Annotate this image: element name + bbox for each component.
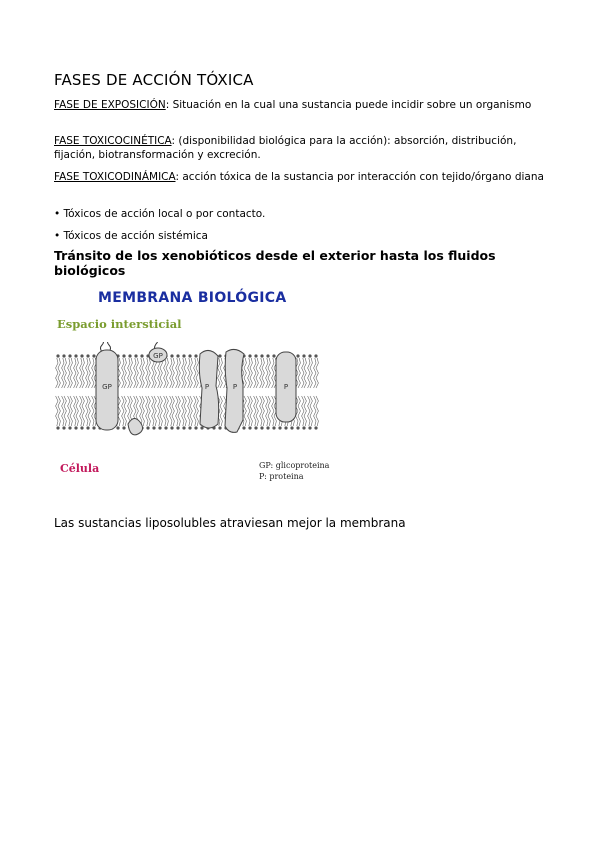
lipid-tail: [266, 358, 268, 388]
lipid-head: [260, 354, 263, 357]
lipid-head: [122, 354, 125, 357]
lipid-head: [74, 354, 77, 357]
lipid-tail: [82, 358, 84, 388]
lipid-head: [80, 354, 83, 357]
lipid-tail: [298, 358, 300, 388]
lipid-head: [308, 354, 311, 357]
lipid-head: [128, 354, 131, 357]
lipid-tail: [194, 358, 196, 388]
lipid-head: [182, 426, 185, 429]
lipid-head: [194, 426, 197, 429]
lipid-tail: [308, 396, 310, 426]
lipid-head: [242, 426, 245, 429]
lipid-head: [92, 426, 95, 429]
membrane-figure: [54, 286, 344, 491]
lipid-tail: [154, 396, 156, 426]
lipid-tail: [304, 396, 306, 426]
lipid-head: [122, 426, 125, 429]
lipid-tail: [136, 358, 138, 388]
lipid-tail: [134, 358, 136, 388]
lipid-tail: [190, 358, 192, 388]
phase-description: : acción tóxica de la sustancia por interacción con tejido/órgano diana: [175, 171, 544, 183]
lipid-tail: [164, 396, 166, 426]
lipid-tail: [176, 396, 178, 426]
lipid-tail: [128, 358, 130, 388]
lipid-tail: [68, 358, 70, 388]
lipid-head: [314, 354, 317, 357]
lipid-tail: [62, 358, 64, 388]
lipid-head: [272, 354, 275, 357]
lipid-tail: [184, 396, 186, 426]
lipid-tail: [74, 358, 76, 388]
legend-item: P: proteina: [259, 472, 304, 481]
lipid-tail: [124, 396, 126, 426]
lipid-tail: [152, 396, 154, 426]
lipid-head: [266, 354, 269, 357]
lipid-tail: [178, 396, 180, 426]
phase-term: FASE TOXICOCINÉTICA: [54, 135, 172, 147]
phase-term: FASE DE EXPOSICIÓN: [54, 99, 166, 111]
lipid-tail: [146, 358, 148, 388]
lipid-tail: [254, 358, 256, 388]
lipid-tail: [80, 396, 82, 426]
lipid-head: [56, 426, 59, 429]
lipid-tail: [262, 358, 264, 388]
lipid-head: [74, 426, 77, 429]
section-subheading: Tránsito de los xenobióticos desde el exterior hasta los fluidos biológicos: [54, 248, 496, 278]
lipid-head: [68, 426, 71, 429]
phase-toxicocinetica: [54, 134, 554, 162]
bullet-item: • Tóxicos de acción sistémica: [54, 230, 208, 242]
lipid-tail: [182, 396, 184, 426]
lipid-tail: [316, 358, 318, 388]
lipid-tail: [196, 358, 198, 388]
lipid-head: [62, 354, 65, 357]
lipid-tail: [64, 396, 66, 426]
lipid-tail: [254, 396, 256, 426]
lipid-head: [86, 426, 89, 429]
lipid-head: [296, 426, 299, 429]
lipid-head: [68, 354, 71, 357]
lipid-tail: [220, 396, 222, 426]
lipid-tail: [304, 358, 306, 388]
lipid-tail: [148, 358, 150, 388]
lipid-tail: [82, 396, 84, 426]
lipid-head: [194, 354, 197, 357]
figure-title: MEMBRANA BIOLÓGICA: [98, 290, 287, 306]
lipid-tail: [248, 396, 250, 426]
lipid-tail: [298, 396, 300, 426]
lipid-head: [200, 426, 203, 429]
lipid-tail: [92, 396, 94, 426]
lipid-head: [254, 354, 257, 357]
figure-top-label: Espacio intersticial: [57, 317, 182, 331]
lipid-tail: [166, 396, 168, 426]
lipid-tail: [142, 396, 144, 426]
lipid-tail: [310, 396, 312, 426]
lipid-tail: [266, 396, 268, 426]
lipid-tail: [250, 358, 252, 388]
lipid-head: [218, 354, 221, 357]
lipid-head: [170, 354, 173, 357]
membrane-diagram: [54, 342, 344, 442]
lipid-head: [92, 354, 95, 357]
figure-bottom-label: Célula: [60, 462, 100, 475]
lipid-tail: [170, 358, 172, 388]
lipid-head: [62, 426, 65, 429]
lipid-tail: [92, 358, 94, 388]
lipid-tail: [308, 358, 310, 388]
lipid-tail: [244, 358, 246, 388]
lipid-head: [146, 426, 149, 429]
lipid-tail: [58, 396, 60, 426]
lipid-tail: [188, 396, 190, 426]
lipid-tail: [122, 358, 124, 388]
lipid-tail: [164, 358, 166, 388]
lipid-tail: [172, 396, 174, 426]
lipid-head: [308, 426, 311, 429]
protein-label: P: [283, 383, 289, 391]
lipid-tail: [196, 396, 198, 426]
lipid-tail: [188, 358, 190, 388]
lipid-tail: [152, 358, 154, 388]
lipid-tail: [260, 358, 262, 388]
lipid-tail: [76, 358, 78, 388]
bullet-item: • Tóxicos de acción local o por contacto.: [54, 208, 266, 220]
lipid-head: [134, 354, 137, 357]
protein-label: P: [204, 383, 210, 391]
lipid-tail: [172, 358, 174, 388]
lipid-head: [284, 426, 287, 429]
lipid-tail: [256, 358, 258, 388]
protein-label: P: [232, 383, 238, 391]
lipid-tail: [272, 358, 274, 388]
lipid-tail: [74, 396, 76, 426]
peripheral-protein-shape: [128, 418, 143, 434]
lipid-tail: [316, 396, 318, 426]
phase-term: FASE TOXICODINÁMICA: [54, 171, 176, 183]
lipid-head: [314, 426, 317, 429]
lipid-tail: [158, 358, 160, 388]
lipid-tail: [64, 358, 66, 388]
lipid-head: [248, 426, 251, 429]
lipid-tail: [250, 396, 252, 426]
lipid-tail: [256, 396, 258, 426]
lipid-tail: [268, 358, 270, 388]
page-title: FASES DE ACCIÓN TÓXICA: [54, 71, 254, 89]
lipid-head: [188, 426, 191, 429]
lipid-head: [302, 426, 305, 429]
lipid-tail: [142, 358, 144, 388]
lipid-tail: [170, 396, 172, 426]
lipid-tail: [314, 358, 316, 388]
lipid-tail: [220, 358, 222, 388]
lipid-tail: [310, 358, 312, 388]
protein-label: GP: [153, 352, 163, 360]
lipid-tail: [124, 358, 126, 388]
lipid-tail: [62, 396, 64, 426]
lipid-head: [176, 426, 179, 429]
lipid-tail: [86, 396, 88, 426]
lipid-tail: [140, 358, 142, 388]
lipid-tail: [160, 396, 162, 426]
lipid-tail: [68, 396, 70, 426]
lipid-tail: [70, 396, 72, 426]
lipid-tail: [182, 358, 184, 388]
lipid-tail: [80, 358, 82, 388]
lipid-head: [56, 354, 59, 357]
lipid-head: [278, 426, 281, 429]
lipid-head: [170, 426, 173, 429]
lipid-head: [158, 426, 161, 429]
phase-toxicodinamica: [54, 170, 554, 184]
lipid-head: [248, 354, 251, 357]
lipid-head: [260, 426, 263, 429]
lipid-head: [272, 426, 275, 429]
lipid-head: [176, 354, 179, 357]
lipid-tail: [272, 396, 274, 426]
lipid-tail: [262, 396, 264, 426]
lipid-head: [296, 354, 299, 357]
lipid-head: [290, 426, 293, 429]
lipid-tail: [88, 396, 90, 426]
lipid-tail: [76, 396, 78, 426]
lipid-tail: [248, 358, 250, 388]
protein-label: GP: [102, 383, 112, 391]
phase-description: : (disponibilidad biológica para la acción): absorción, distribución, fijación, biotransformación y excreción.: [54, 135, 517, 161]
lipid-tail: [86, 358, 88, 388]
lipid-tail: [58, 358, 60, 388]
lipid-tail: [160, 358, 162, 388]
lipid-tail: [158, 396, 160, 426]
lipid-head: [116, 426, 119, 429]
lipid-tail: [88, 358, 90, 388]
lipid-head: [80, 426, 83, 429]
closing-sentence: Las sustancias liposolubles atraviesan mejor la membrana: [54, 516, 406, 530]
lipid-tail: [166, 358, 168, 388]
lipid-tail: [302, 358, 304, 388]
lipid-tail: [268, 396, 270, 426]
lipid-head: [182, 354, 185, 357]
lipid-head: [86, 354, 89, 357]
lipid-tail: [176, 358, 178, 388]
lipid-tail: [148, 396, 150, 426]
phase-exposicion: [54, 98, 554, 112]
lipid-tail: [56, 396, 58, 426]
lipid-head: [218, 426, 221, 429]
lipid-tail: [260, 396, 262, 426]
lipid-tail: [184, 358, 186, 388]
lipid-head: [254, 426, 257, 429]
lipid-head: [152, 426, 155, 429]
lipid-tail: [70, 358, 72, 388]
lipid-tail: [130, 358, 132, 388]
lipid-tail: [122, 396, 124, 426]
lipid-tail: [190, 396, 192, 426]
legend-item: GP: glicoproteina: [259, 461, 330, 470]
lipid-tail: [56, 358, 58, 388]
figure-legend: [259, 460, 329, 482]
lipid-tail: [194, 396, 196, 426]
lipid-head: [188, 354, 191, 357]
lipid-head: [164, 426, 167, 429]
lipid-tail: [302, 396, 304, 426]
lipid-head: [140, 354, 143, 357]
phase-description: : Situación en la cual una sustancia puede incidir sobre un organismo: [165, 99, 532, 111]
lipid-tail: [314, 396, 316, 426]
lipid-tail: [178, 358, 180, 388]
lipid-head: [266, 426, 269, 429]
lipid-tail: [244, 396, 246, 426]
lipid-tail: [146, 396, 148, 426]
lipid-tail: [154, 358, 156, 388]
lipid-head: [302, 354, 305, 357]
